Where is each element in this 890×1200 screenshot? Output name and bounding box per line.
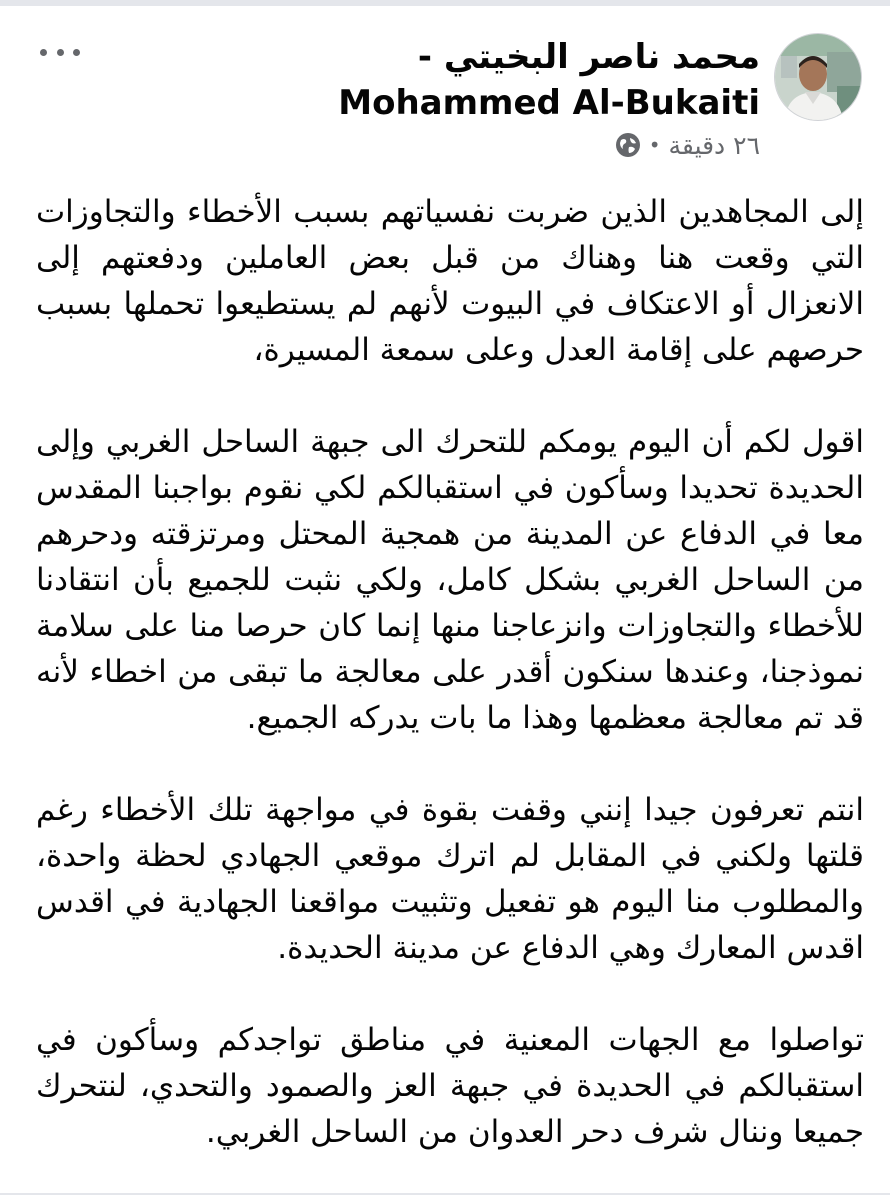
post-body [36,189,864,1155]
bottom-divider [0,1193,890,1195]
post-paragraph: انتم تعرفون جيدا إنني وقفت بقوة في مواجهة تلك الأخطاء رغم قلتها ولكني في المقابل لم اترك موقعي الجهادي لحظة واحدة، والمطلوب منا اليوم هو تفعيل وتثبيت مواقعنا الجهادية في اقدس اقدس المعارك وهي الدفاع عن مدينة الحديدة. [36,792,864,966]
post-meta [615,128,760,162]
post-paragraph: اقول لكم أن اليوم يومكم للتحرك الى جبهة الساحل الغربي وإلى الحديدة تحديدا وسأكون في استقبالكم لكي نقوم بواجبنا المقدس معا في الدفاع عن المدينة من همجية المحتل ومرتزقته ودحرهم من الساحل الغربي بشكل كامل، ولكي نثبت للجميع بأن انتقادنا للأخطاء والتجاوزات وانزعاجنا منها إنما كان حرصا منا على سلامة نموذجنا، وعندها سنكون أقدر على معالجة ما تبقى من اخطاء لأنه قد تم معالجة معظمها وهذا ما بات يدركه الجميع. [36,424,864,736]
facebook-post [0,6,890,1194]
post-paragraph: إلى المجاهدين الذين ضربت نفسياتهم بسبب الأخطاء والتجاوزات التي وقعت هنا وهناك من قبل بعض العاملين ودفعتهم إلى الانعزال أو الاعتكاف في البيوت لأنهم لم يستطيعوا تحملها بسبب حرصهم على إقامة العدل وعلى سمعة المسيرة، [36,194,864,368]
post-paragraph: تواصلوا مع الجهات المعنية في مناطق تواجدكم وسأكون في استقبالكم في الحديدة في جبهة العز والصمود والتحدي، لنتحرك جميعا وننال شرف دحر العدوان من الساحل الغربي. [36,1022,864,1150]
profile-photo [775,34,861,120]
globe-icon [615,132,641,158]
avatar[interactable] [774,33,862,121]
timestamp[interactable]: ٢٦ دقيقة [668,130,760,160]
author-name[interactable]: محمد ناصر البخيتي -Mohammed Al-Bukaiti [338,37,760,123]
meta-separator: • [648,133,661,157]
more-horizontal-icon [40,49,47,56]
more-options-button[interactable] [40,40,80,64]
